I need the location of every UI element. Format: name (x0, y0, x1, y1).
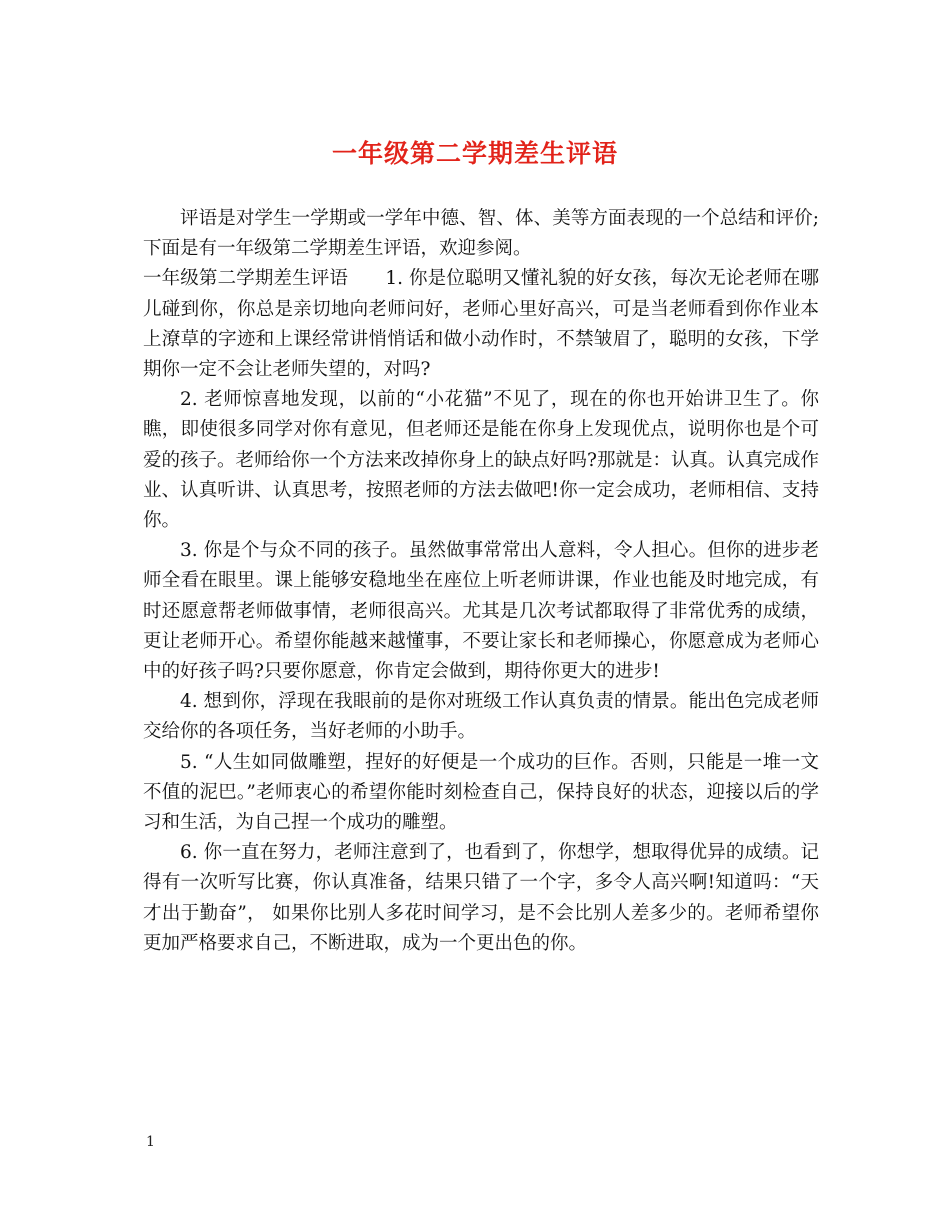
comment-paragraph-3: 3. 你是个与众不同的孩子。虽然做事常常出人意料，令人担心。但你的进步老师全看在眼里。课上能够安稳地坐在座位上听老师讲课，作业也能及时地完成，有时还愿意帮老师做事情，老师很高兴。尤其是几次考试都取得了非常优秀的成绩，更让老师开心。希望你能越来越懂事，不要让家长和老师操心，你愿意成为老师心中的好孩子吗?只要你愿意，你肯定会做到，期待你更大的进步! (143, 540, 819, 683)
document-body (143, 204, 819, 959)
comment-paragraph-4: 4. 想到你，浮现在我眼前的是你对班级工作认真负责的情景。能出色完成老师交给你的各项任务，当好老师的小助手。 (143, 691, 819, 743)
comment-paragraph-5: 5. “人生如同做雕塑，捏好的好便是一个成功的巨作。否则，只能是一堆一文不值的泥巴。”老师衷心的希望你能时刻检查自己，保持良好的状态，迎接以后的学习和生活，为自己捏一个成功的雕塑。 (143, 751, 819, 834)
comment-paragraph-2: 2. 老师惊喜地发现，以前的“小花猫”不见了，现在的你也开始讲卫生了。你瞧，即使很多同学对你有意见，但老师还是能在你身上发现优点，说明你也是个可爱的孩子。老师给你一个方法来改掉你身上的缺点好吗?那就是：认真。认真完成作业、认真听讲、认真思考，按照老师的方法去做吧!你一定会成功，老师相信、支持你。 (143, 389, 819, 532)
comment-paragraph-1: 一年级第二学期差生评语 1. 你是位聪明又懂礼貌的好女孩，每次无论老师在哪儿碰到你，你总是亲切地向老师问好，老师心里好高兴，可是当老师看到你作业本上潦草的字迹和上课经常讲悄悄话和做小动作时，不禁皱眉了，聪明的女孩，下学期你一定不会让老师失望的，对吗? (143, 268, 819, 381)
document-title: 一年级第二学期差生评语 (331, 139, 618, 168)
comment-paragraph-6: 6. 你一直在努力，老师注意到了，也看到了，你想学，想取得优异的成绩。记得有一次听写比赛，你认真准备，结果只错了一个字，多令人高兴啊!知道吗：“天才出于勤奋”， 如果你比别人多花时间学习，是不会比别人差多少的。老师希望你更加严格要求自己，不断进取，成为一个更出色的你。 (143, 842, 819, 954)
page-number: 1 (146, 1134, 155, 1150)
intro-paragraph: 评语是对学生一学期或一学年中德、智、体、美等方面表现的一个总结和评价;下面是有一年级第二学期差生评语，欢迎参阅。 (143, 208, 819, 260)
